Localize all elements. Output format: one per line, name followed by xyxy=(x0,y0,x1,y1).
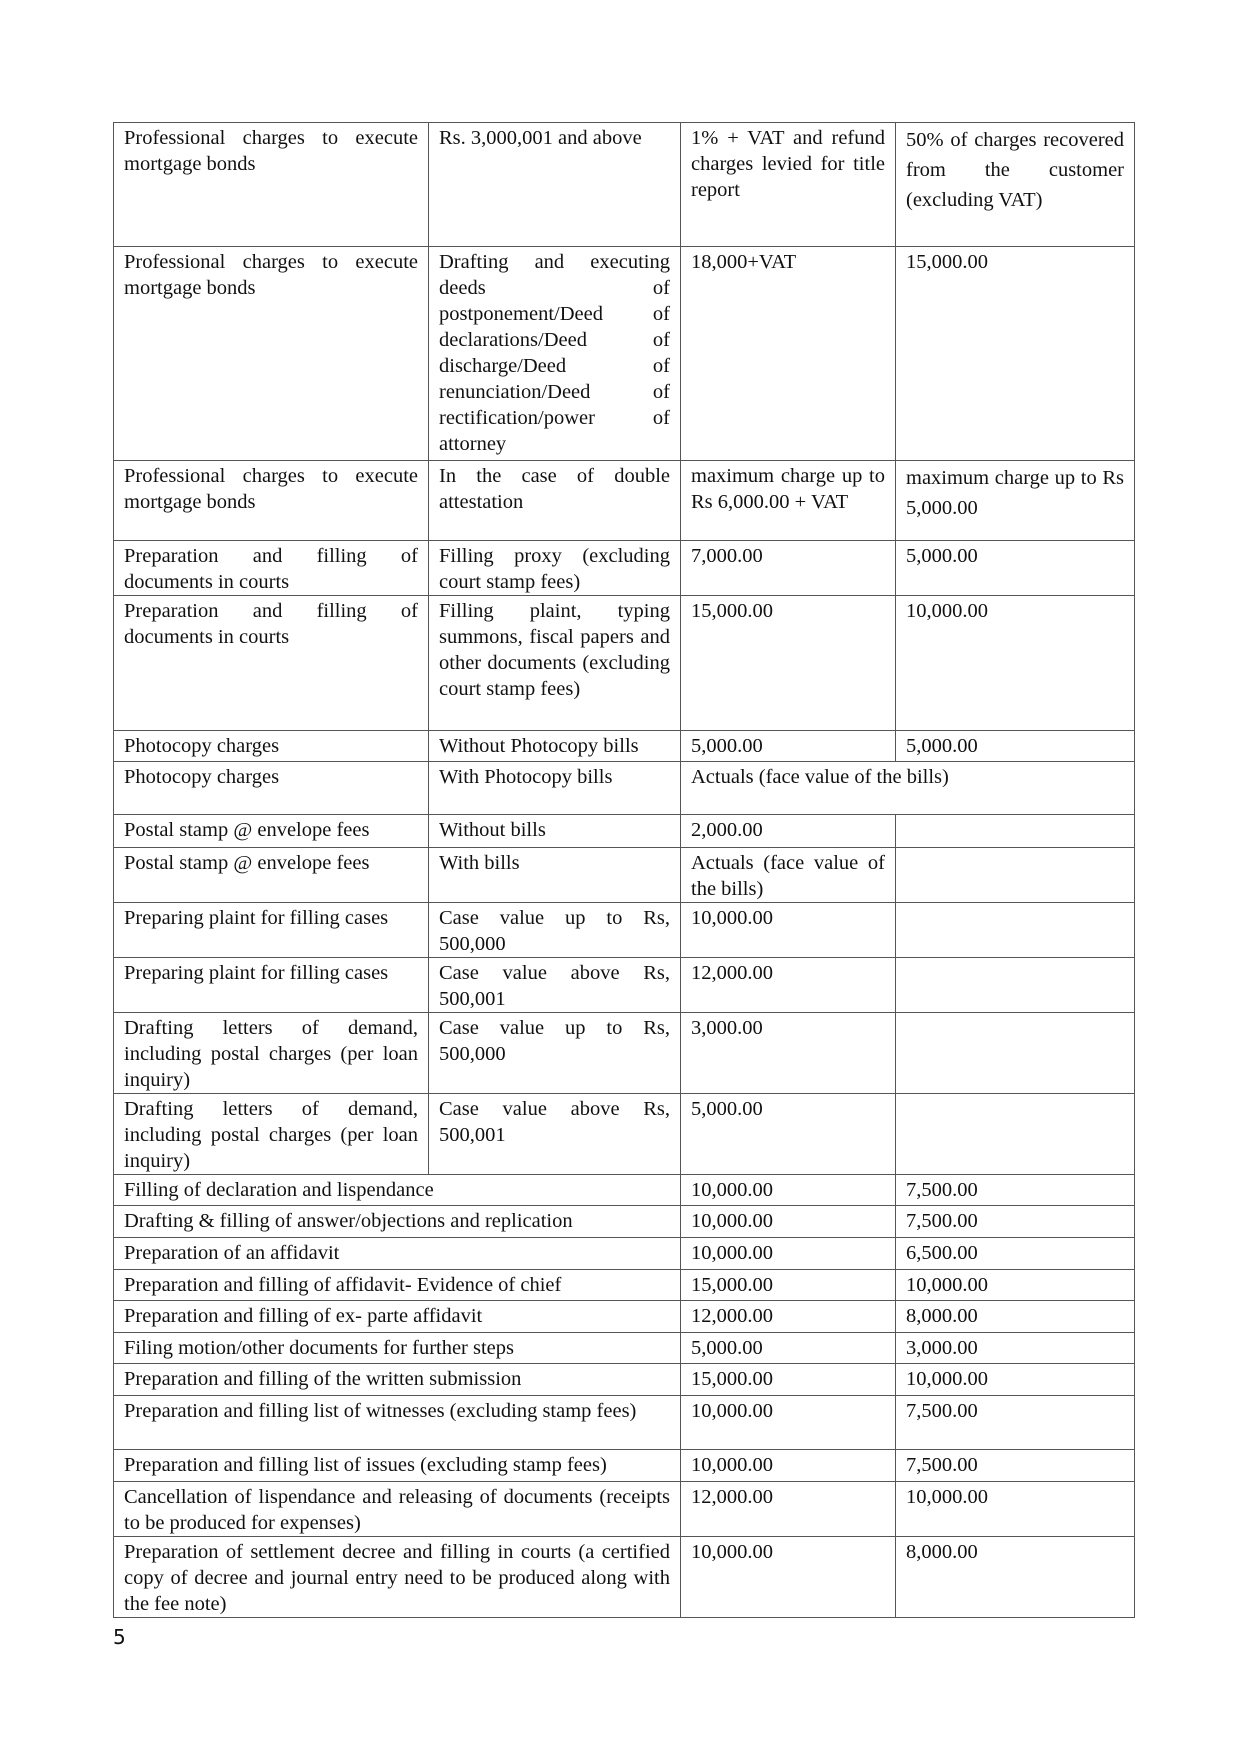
fee-cell: 15,000.00 xyxy=(681,1364,896,1396)
payout-cell: 8,000.00 xyxy=(896,1301,1135,1333)
fee-cell: 10,000.00 xyxy=(681,1175,896,1206)
table-row xyxy=(114,1013,1135,1094)
payout-cell xyxy=(896,903,1135,958)
payout-cell xyxy=(896,848,1135,903)
table-row xyxy=(114,762,1135,815)
condition-cell: In the case of double attestation xyxy=(429,461,681,541)
table-row xyxy=(114,1450,1135,1482)
service-cell: Professional charges to execute mortgage bonds xyxy=(114,461,429,541)
fee-cell: 3,000.00 xyxy=(681,1013,896,1094)
table-row xyxy=(114,461,1135,541)
table-row xyxy=(114,1238,1135,1270)
service-cell-merged: Filling of declaration and lispendance xyxy=(114,1175,681,1206)
page-number: 5 xyxy=(113,1625,126,1649)
payout-cell: 15,000.00 xyxy=(896,247,1135,461)
service-cell: Professional charges to execute mortgage bonds xyxy=(114,123,429,247)
service-cell: Preparing plaint for filling cases xyxy=(114,903,429,958)
table-row xyxy=(114,1301,1135,1333)
table-row xyxy=(114,1333,1135,1364)
service-cell-merged: Filing motion/other documents for further steps xyxy=(114,1333,681,1364)
service-cell: Drafting letters of demand, including postal charges (per loan inquiry) xyxy=(114,1094,429,1175)
payout-cell xyxy=(896,1094,1135,1175)
condition-cell: Filling plaint, typing summons, fiscal papers and other documents (excluding court stamp fees) xyxy=(429,596,681,731)
table-row xyxy=(114,1206,1135,1238)
fee-schedule-table xyxy=(113,122,1135,1618)
fee-cell: 7,000.00 xyxy=(681,541,896,596)
service-cell-merged: Preparation and filling list of issues (excluding stamp fees) xyxy=(114,1450,681,1482)
condition-cell: Case value above Rs, 500,001 xyxy=(429,1094,681,1175)
fee-cell: 10,000.00 xyxy=(681,1238,896,1270)
condition-cell: Case value up to Rs, 500,000 xyxy=(429,1013,681,1094)
table-row xyxy=(114,1175,1135,1206)
condition-cell: Case value up to Rs, 500,000 xyxy=(429,903,681,958)
payout-cell: 7,500.00 xyxy=(896,1450,1135,1482)
payout-cell: 10,000.00 xyxy=(896,596,1135,731)
fee-cell: 10,000.00 xyxy=(681,903,896,958)
payout-cell: 3,000.00 xyxy=(896,1333,1135,1364)
service-cell-merged: Preparation and filling of affidavit- Evidence of chief xyxy=(114,1270,681,1301)
table-row xyxy=(114,1094,1135,1175)
condition-cell: With bills xyxy=(429,848,681,903)
fee-cell: 15,000.00 xyxy=(681,1270,896,1301)
table-row xyxy=(114,958,1135,1013)
payout-cell xyxy=(896,1013,1135,1094)
fee-cell: 1% + VAT and refund charges levied for title report xyxy=(681,123,896,247)
fee-cell: Actuals (face value of the bills) xyxy=(681,848,896,903)
condition-cell: Without bills xyxy=(429,815,681,848)
service-cell-merged: Preparation and filling of the written submission xyxy=(114,1364,681,1396)
fee-cell: 10,000.00 xyxy=(681,1206,896,1238)
payout-cell: 10,000.00 xyxy=(896,1364,1135,1396)
fee-cell: 2,000.00 xyxy=(681,815,896,848)
table-row xyxy=(114,1537,1135,1618)
table-row xyxy=(114,1364,1135,1396)
payout-cell: 10,000.00 xyxy=(896,1270,1135,1301)
service-cell: Preparation and filling of documents in courts xyxy=(114,541,429,596)
table-row xyxy=(114,1396,1135,1450)
condition-cell: Without Photocopy bills xyxy=(429,731,681,762)
service-cell-merged: Preparation and filling list of witnesses (excluding stamp fees) xyxy=(114,1396,681,1450)
table-row xyxy=(114,541,1135,596)
condition-cell: With Photocopy bills xyxy=(429,762,681,815)
table-row xyxy=(114,1482,1135,1537)
fee-cell: 10,000.00 xyxy=(681,1396,896,1450)
fee-cell: 5,000.00 xyxy=(681,1094,896,1175)
fee-cell: 5,000.00 xyxy=(681,1333,896,1364)
fee-cell: 5,000.00 xyxy=(681,731,896,762)
payout-cell: 10,000.00 xyxy=(896,1482,1135,1537)
fee-cell-merged: Actuals (face value of the bills) xyxy=(681,762,1135,815)
service-cell-merged: Preparation of settlement decree and filling in courts (a certified copy of decree and journal entry need to be produced along with the fee note) xyxy=(114,1537,681,1618)
condition-cell: Filling proxy (excluding court stamp fees) xyxy=(429,541,681,596)
table-row xyxy=(114,731,1135,762)
service-cell: Preparing plaint for filling cases xyxy=(114,958,429,1013)
fee-cell: 12,000.00 xyxy=(681,1301,896,1333)
payout-cell: 7,500.00 xyxy=(896,1396,1135,1450)
service-cell: Drafting letters of demand, including postal charges (per loan inquiry) xyxy=(114,1013,429,1094)
payout-cell: maximum charge up to Rs 5,000.00 xyxy=(896,461,1135,541)
fee-cell: 10,000.00 xyxy=(681,1537,896,1618)
service-cell: Preparation and filling of documents in courts xyxy=(114,596,429,731)
table-row xyxy=(114,1270,1135,1301)
table-row xyxy=(114,247,1135,461)
service-cell-merged: Cancellation of lispendance and releasing of documents (receipts to be produced for expenses) xyxy=(114,1482,681,1537)
table-row xyxy=(114,903,1135,958)
payout-cell xyxy=(896,958,1135,1013)
condition-cell: Rs. 3,000,001 and above xyxy=(429,123,681,247)
fee-cell: 12,000.00 xyxy=(681,1482,896,1537)
table-row xyxy=(114,123,1135,247)
fee-cell: 15,000.00 xyxy=(681,596,896,731)
service-cell-merged: Preparation and filling of ex- parte affidavit xyxy=(114,1301,681,1333)
fee-cell: maximum charge up to Rs 6,000.00 + VAT xyxy=(681,461,896,541)
service-cell-merged: Drafting & filling of answer/objections and replication xyxy=(114,1206,681,1238)
condition-cell: Case value above Rs, 500,001 xyxy=(429,958,681,1013)
service-cell: Photocopy charges xyxy=(114,762,429,815)
payout-cell xyxy=(896,815,1135,848)
table-row xyxy=(114,596,1135,731)
fee-cell: 18,000+VAT xyxy=(681,247,896,461)
service-cell-merged: Preparation of an affidavit xyxy=(114,1238,681,1270)
service-cell: Professional charges to execute mortgage bonds xyxy=(114,247,429,461)
payout-cell: 50% of charges recovered from the customer (excluding VAT) xyxy=(896,123,1135,247)
fee-cell: 12,000.00 xyxy=(681,958,896,1013)
payout-cell: 8,000.00 xyxy=(896,1537,1135,1618)
payout-cell: 7,500.00 xyxy=(896,1175,1135,1206)
payout-cell: 5,000.00 xyxy=(896,541,1135,596)
service-cell: Postal stamp @ envelope fees xyxy=(114,815,429,848)
payout-cell: 6,500.00 xyxy=(896,1238,1135,1270)
payout-cell: 7,500.00 xyxy=(896,1206,1135,1238)
payout-cell: 5,000.00 xyxy=(896,731,1135,762)
table-row xyxy=(114,815,1135,848)
fee-cell: 10,000.00 xyxy=(681,1450,896,1482)
service-cell: Postal stamp @ envelope fees xyxy=(114,848,429,903)
table-row xyxy=(114,848,1135,903)
condition-cell: Drafting and executing deeds of postponement/Deed of declarations/Deed of discharge/Deed of renunciation/Deed of rectification/power of attorney xyxy=(429,247,681,461)
service-cell: Photocopy charges xyxy=(114,731,429,762)
